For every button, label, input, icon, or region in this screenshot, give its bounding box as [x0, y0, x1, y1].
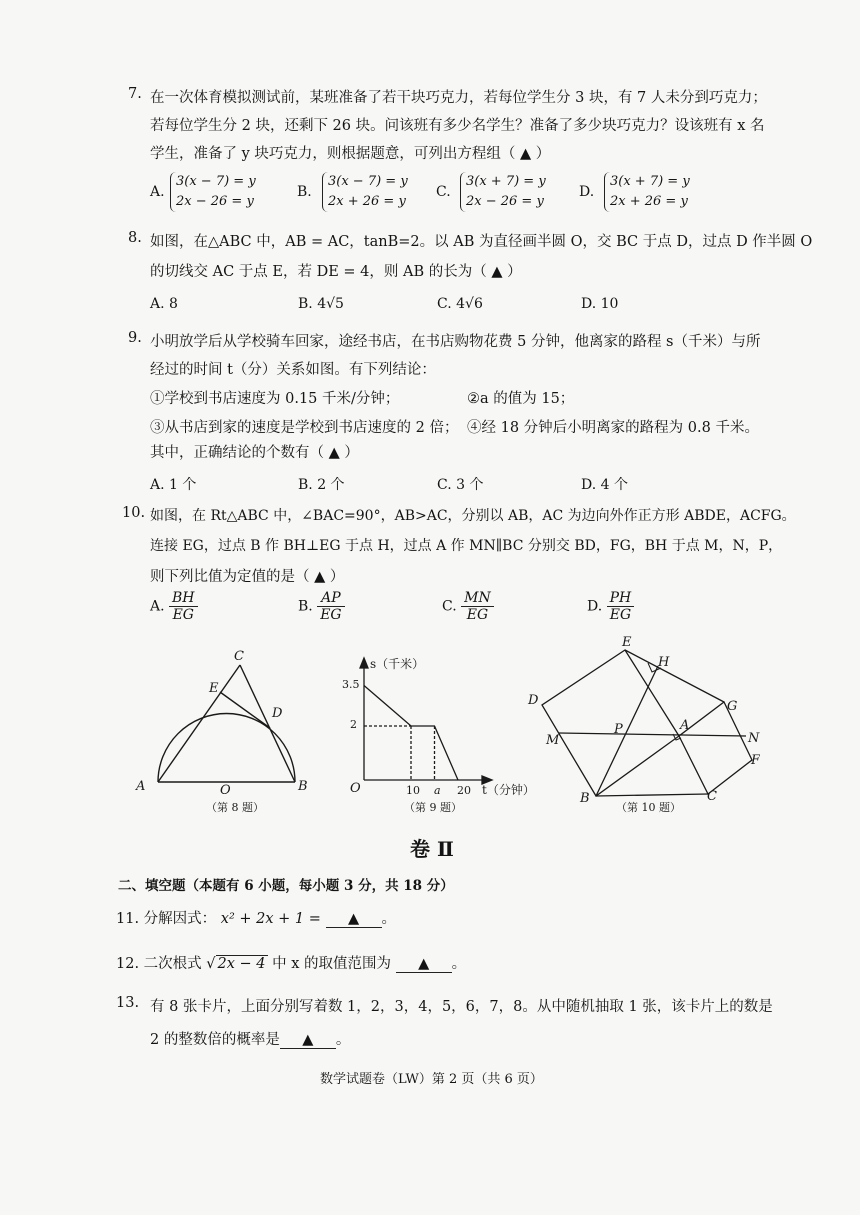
fig10-label-c: C	[707, 789, 717, 804]
q8-option-d: D. 10	[581, 296, 619, 312]
fig9-y-arrow	[360, 658, 368, 668]
q9-option-a: A. 1 个	[150, 477, 197, 493]
question-11: 11. 分解因式： x² + 2x + 1 = ▲ 。	[116, 911, 397, 927]
fig10-label-a: A	[680, 718, 690, 733]
q13-line-1: 有 8 张卡片，上面分别写着数 1，2，3，4，5，6，7，8。从中随机抽取 1 张，该卡片上的数是	[150, 999, 773, 1015]
fig10-label-n: N	[748, 731, 760, 746]
q8-option-b: B. 4√5	[298, 296, 344, 312]
fig8-tangent-de	[220, 692, 270, 728]
q9-option-b: B. 2 个	[298, 477, 345, 493]
q7-option-c-system: 3(x + 7) = y 2x − 26 = y	[460, 172, 546, 212]
q10-option-a: A. $\frac{BH}{EG}$	[150, 590, 198, 623]
q12-radicand: 2x − 4	[217, 956, 266, 972]
fig10-segment-mn	[559, 733, 746, 736]
fig8-labels	[135, 649, 308, 798]
fig8-label-a: A	[136, 779, 146, 794]
q10-option-c: C. $\frac{MN}{EG}$	[442, 590, 494, 623]
fig10-label-e: E	[622, 635, 632, 650]
q7-line-1: 在一次体育模拟测试前，某班准备了若干块巧克力，若每位学生分 3 块，有 7 人未分到巧克力；	[150, 90, 767, 106]
part-2-title: 卷 Ⅱ	[410, 837, 454, 861]
q9-option-c: C. 3 个	[437, 477, 484, 493]
q10-option-b: B. $\frac{AP}{EG}$	[298, 590, 345, 623]
q7-option-b-system: 3(x − 7) = y 2x + 26 = y	[322, 172, 408, 212]
q9-conclusion-4: ④经 18 分钟后小明离家的路程为 0.8 千米。	[467, 420, 759, 436]
q10-line-2: 连接 EG，过点 B 作 BH⊥EG 于点 H，过点 A 作 MN∥BC 分别交 BD，FG，BH 于点 M，N，P，	[150, 538, 783, 554]
fig9-y-tick-3-5: 3.5	[342, 678, 360, 691]
figure-10	[542, 650, 752, 796]
q9-line-2: 经过的时间 t（分）关系如图。有下列结论：	[150, 362, 436, 378]
q9-line-5: 其中，正确结论的个数有（ ▲ ）	[150, 445, 359, 461]
fig10-label-d: D	[528, 693, 539, 708]
fig9-caption: （第 9 题）	[404, 801, 462, 814]
fig8-label-d: D	[272, 706, 283, 721]
fig10-label-h: H	[658, 655, 670, 670]
fig10-caption: （第 10 题）	[616, 801, 681, 814]
q7-option-c-label: C.	[436, 184, 451, 200]
q10-line-1: 如图，在 Rt△ABC 中，∠BAC=90°，AB>AC，分别以 AB，AC 为边向外作正方形 ABDE，ACFG。	[150, 508, 796, 524]
fig10-label-m: M	[546, 733, 560, 748]
fig8-label-e: E	[209, 681, 219, 696]
figure-9	[360, 658, 492, 784]
fig10-label-b: B	[580, 791, 590, 806]
q10-line-3: 则下列比值为定值的是（ ▲ ）	[150, 569, 345, 585]
fig9-x-tick-10: 10	[406, 784, 420, 797]
q9-number: 9.	[128, 330, 142, 346]
fig8-label-c: C	[234, 649, 244, 664]
q9-option-d: D. 4 个	[581, 477, 628, 493]
q13-line-2: 2 的整数倍的概率是 ▲ 。	[150, 1032, 351, 1048]
fig8-label-o: O	[220, 783, 231, 798]
q7-number: 7.	[128, 86, 142, 102]
question-12: 12. 二次根式 √ 2x − 4 中 x 的取值范围为 ▲ 。	[116, 956, 467, 972]
fig9-x-tick-a: a	[434, 784, 441, 797]
q7-option-a-system: 3(x − 7) = y 2x − 26 = y	[170, 172, 256, 212]
q8-option-a: A. 8	[150, 296, 178, 312]
q7-option-a-label: A.	[150, 184, 165, 200]
q7-option-d-label: D.	[579, 184, 595, 200]
q8-number: 8.	[128, 230, 142, 246]
fig10-segment-eg	[625, 650, 724, 702]
q11-answer-blank: ▲	[326, 911, 382, 928]
q9-conclusion-3: ③从书店到家的速度是学校到书店速度的 2 倍；	[150, 420, 459, 436]
q10-number: 10.	[122, 505, 146, 521]
q13-number: 13.	[116, 995, 140, 1011]
fig8-semicircle	[158, 714, 295, 783]
q9-conclusion-1: ①学校到书店速度为 0.15 千米/分钟；	[150, 391, 400, 407]
fig9-y-tick-2: 2	[350, 718, 357, 731]
q8-option-c: C. 4√6	[437, 296, 483, 312]
fig8-caption: （第 8 题）	[206, 801, 264, 814]
fig9-origin: O	[350, 781, 361, 796]
fig10-label-p: P	[614, 722, 623, 737]
q13-answer-blank: ▲	[280, 1032, 336, 1049]
fig10-square-acfg	[679, 702, 752, 794]
q7-line-2: 若每位学生分 2 块，还剩下 26 块。问该班有多少名学生？准备了多少块巧克力？设该班有 x 名	[150, 118, 765, 134]
q8-line-2: 的切线交 AC 于点 E，若 DE = 4，则 AB 的长为（ ▲ ）	[150, 264, 522, 280]
q9-line-1: 小明放学后从学校骑车回家，途经书店，在书店购物花费 5 分钟，他离家的路程 s（千米）与所	[150, 334, 761, 350]
q7-option-d-system: 3(x + 7) = y 2x + 26 = y	[604, 172, 690, 212]
q8-line-1: 如图，在△ABC 中，AB = AC，tanB=2。以 AB 为直径画半圆 O，交 BC 于点 D，过点 D 作半圆 O	[150, 234, 813, 250]
fig8-label-b: B	[298, 779, 308, 794]
q7-line-3: 学生，准备了 y 块巧克力，则根据题意，可列出方程组（ ▲ ）	[150, 146, 551, 162]
fig8-side-bc	[240, 665, 295, 782]
figures-area	[120, 630, 760, 820]
q12-answer-blank: ▲	[396, 956, 452, 973]
fig10-side-bc	[596, 794, 708, 796]
q9-conclusion-2: ②a 的值为 15；	[467, 391, 575, 407]
section-2-heading: 二、填空题（本题有 6 小题，每小题 3 分，共 18 分）	[118, 878, 454, 894]
fig10-segment-bh	[596, 666, 658, 796]
page-footer: 数学试题卷（LW）第 2 页（共 6 页）	[320, 1072, 543, 1087]
q10-option-d: D. $\frac{PH}{EG}$	[587, 590, 634, 623]
fig9-xlabel: t（分钟）	[482, 783, 535, 797]
fig9-ylabel: s（千米）	[370, 657, 425, 671]
fig10-label-f: F	[750, 753, 760, 768]
fig9-x-tick-20: 20	[457, 784, 471, 797]
q7-option-b-label: B.	[297, 184, 312, 200]
fig10-label-g: G	[727, 699, 738, 714]
figure-8	[158, 665, 295, 782]
fig10-square-abde	[542, 650, 679, 796]
radical-sign: √	[206, 956, 216, 972]
fig8-side-ac	[158, 665, 240, 782]
